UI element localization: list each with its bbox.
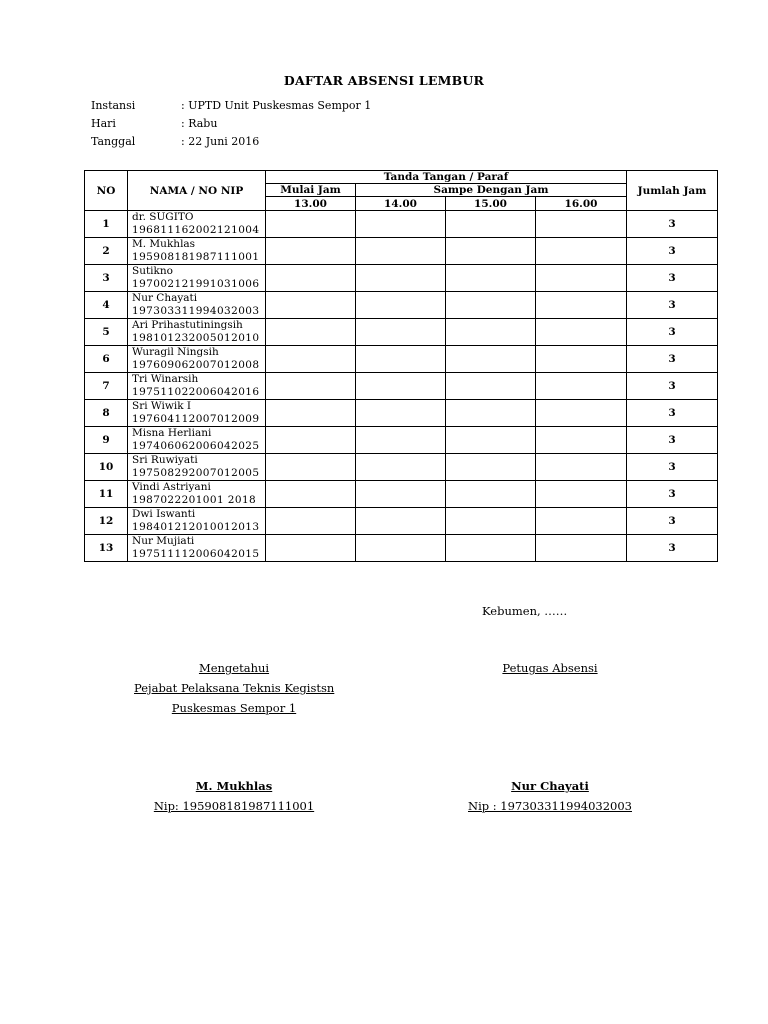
row-name: Dwi Iswanti — [132, 508, 196, 520]
row-hours: 3 — [627, 400, 718, 427]
signature-cell[interactable] — [536, 373, 627, 400]
right-sign-nip: Nip : 197303311994032003 — [468, 799, 632, 813]
table-row — [85, 238, 718, 265]
signature-cell[interactable] — [266, 481, 356, 508]
row-hours: 3 — [627, 211, 718, 238]
row-name-nip — [128, 373, 266, 400]
row-nip: 197508292007012005 — [132, 467, 260, 479]
row-name: Nur Chayati — [132, 292, 198, 304]
row-no: 10 — [85, 454, 128, 481]
signature-cell[interactable] — [446, 265, 536, 292]
row-hours: 3 — [627, 265, 718, 292]
row-nip: 197303311994032003 — [132, 305, 260, 317]
header-start: Mulai Jam — [266, 184, 356, 197]
row-hours: 3 — [627, 373, 718, 400]
signature-cell[interactable] — [536, 346, 627, 373]
signature-cell[interactable] — [446, 481, 536, 508]
signature-cell[interactable] — [266, 508, 356, 535]
row-nip: 197609062007012008 — [132, 359, 260, 371]
signature-cell[interactable] — [266, 427, 356, 454]
info-value: : Rabu — [181, 117, 218, 130]
row-name-nip — [128, 265, 266, 292]
row-nip: 198401212010012013 — [132, 521, 260, 533]
signature-cell[interactable] — [356, 319, 446, 346]
signature-cell[interactable] — [446, 211, 536, 238]
row-name-nip — [128, 238, 266, 265]
signature-cell[interactable] — [536, 535, 627, 562]
row-nip: 197002121991031006 — [132, 278, 260, 290]
row-hours: 3 — [627, 238, 718, 265]
attendance-table — [84, 170, 718, 562]
row-no: 5 — [85, 319, 128, 346]
row-name: Sutikno — [132, 265, 173, 277]
row-name: M. Mukhlas — [132, 238, 196, 250]
row-hours: 3 — [627, 454, 718, 481]
row-nip: 196811162002121004 — [132, 224, 260, 236]
signature-cell[interactable] — [446, 292, 536, 319]
row-hours: 3 — [627, 508, 718, 535]
signature-cell[interactable] — [356, 454, 446, 481]
place-date: Kebumen, …… — [482, 604, 568, 618]
signature-cell[interactable] — [536, 319, 627, 346]
signature-cell[interactable] — [446, 535, 536, 562]
signature-cell[interactable] — [446, 373, 536, 400]
row-name: Nur Mujiati — [132, 535, 195, 547]
signature-cell[interactable] — [266, 346, 356, 373]
info-value: : 22 Juni 2016 — [181, 135, 260, 148]
signature-cell[interactable] — [446, 319, 536, 346]
signature-cell[interactable] — [356, 481, 446, 508]
signature-cell[interactable] — [536, 427, 627, 454]
row-name-nip — [128, 346, 266, 373]
row-no: 3 — [85, 265, 128, 292]
row-name-nip — [128, 427, 266, 454]
table-row — [85, 535, 718, 562]
table-row — [85, 346, 718, 373]
signature-cell[interactable] — [356, 400, 446, 427]
row-name: Vindi Astriyani — [132, 481, 211, 493]
document-title: DAFTAR ABSENSI LEMBUR — [283, 73, 485, 88]
header-time: 14.00 — [356, 197, 446, 211]
signature-cell[interactable] — [266, 535, 356, 562]
info-label: Instansi — [91, 99, 136, 112]
signature-cell[interactable] — [536, 481, 627, 508]
row-no: 2 — [85, 238, 128, 265]
table-row — [85, 373, 718, 400]
table-row — [85, 292, 718, 319]
left-sign-nip: Nip: 195908181987111001 — [153, 799, 315, 813]
table-row — [85, 319, 718, 346]
row-no: 8 — [85, 400, 128, 427]
signature-cell[interactable] — [356, 427, 446, 454]
signature-cell[interactable] — [356, 238, 446, 265]
signature-cell[interactable] — [446, 427, 536, 454]
signature-cell[interactable] — [266, 211, 356, 238]
row-name-nip — [128, 400, 266, 427]
row-no: 11 — [85, 481, 128, 508]
row-name: dr. SUGITO — [132, 211, 194, 223]
header-signature: Tanda Tangan / Paraf — [266, 171, 627, 184]
row-hours: 3 — [627, 427, 718, 454]
row-no: 6 — [85, 346, 128, 373]
row-nip: 198101232005012010 — [132, 332, 260, 344]
signature-cell[interactable] — [446, 454, 536, 481]
row-nip: 197604112007012009 — [132, 413, 260, 425]
row-name: Tri Winarsih — [132, 373, 199, 385]
header-name-nip: NAMA / NO NIP — [128, 171, 266, 211]
header-time: 15.00 — [446, 197, 536, 211]
signature-cell[interactable] — [356, 292, 446, 319]
signature-cell[interactable] — [536, 238, 627, 265]
signature-cell[interactable] — [266, 400, 356, 427]
signature-cell[interactable] — [536, 400, 627, 427]
signature-cell[interactable] — [536, 265, 627, 292]
row-nip: 197406062006042025 — [132, 440, 260, 452]
signature-cell[interactable] — [446, 508, 536, 535]
row-name: Misna Herliani — [132, 427, 212, 439]
row-no: 13 — [85, 535, 128, 562]
signature-cell[interactable] — [536, 508, 627, 535]
signature-cell[interactable] — [446, 400, 536, 427]
row-name-nip — [128, 508, 266, 535]
row-name: Ari Prihastutiningsih — [132, 319, 243, 331]
row-nip: 1987022201001 2018 — [132, 494, 257, 506]
left-sign-name: M. Mukhlas — [195, 779, 273, 793]
row-nip: 197511022006042016 — [132, 386, 260, 398]
info-value: : UPTD Unit Puskesmas Sempor 1 — [181, 99, 372, 112]
signature-cell[interactable] — [536, 454, 627, 481]
row-no: 7 — [85, 373, 128, 400]
left-sign-line2: Pejabat Pelaksana Teknis Kegistsn — [134, 681, 335, 695]
row-hours: 3 — [627, 319, 718, 346]
table-row — [85, 454, 718, 481]
signature-cell[interactable] — [356, 211, 446, 238]
table-row — [85, 481, 718, 508]
header-until: Sampe Dengan Jam — [356, 184, 627, 197]
signature-cell[interactable] — [266, 319, 356, 346]
info-label: Tanggal — [91, 135, 136, 148]
signature-cell[interactable] — [266, 292, 356, 319]
row-nip: 195908181987111001 — [132, 251, 260, 263]
table-row — [85, 427, 718, 454]
info-label: Hari — [91, 117, 116, 130]
signature-cell[interactable] — [356, 373, 446, 400]
header-time: 13.00 — [266, 197, 356, 211]
row-name-nip — [128, 292, 266, 319]
row-hours: 3 — [627, 535, 718, 562]
signature-cell[interactable] — [536, 292, 627, 319]
row-hours: 3 — [627, 346, 718, 373]
signature-cell[interactable] — [446, 238, 536, 265]
row-name-nip — [128, 319, 266, 346]
signature-cell[interactable] — [536, 211, 627, 238]
signature-cell[interactable] — [266, 265, 356, 292]
row-no: 9 — [85, 427, 128, 454]
row-name: Sri Wiwik I — [132, 400, 192, 412]
table-row — [85, 265, 718, 292]
signature-cell[interactable] — [356, 265, 446, 292]
signature-cell[interactable] — [266, 373, 356, 400]
row-name-nip — [128, 454, 266, 481]
left-sign-line1: Mengetahui — [198, 661, 270, 675]
row-no: 1 — [85, 211, 128, 238]
row-name-nip — [128, 535, 266, 562]
table-row — [85, 400, 718, 427]
header-time: 16.00 — [536, 197, 627, 211]
row-hours: 3 — [627, 292, 718, 319]
signature-cell[interactable] — [356, 508, 446, 535]
right-sign-line1: Petugas Absensi — [502, 661, 598, 675]
left-sign-line3: Puskesmas Sempor 1 — [171, 701, 297, 715]
table-row — [85, 508, 718, 535]
signature-cell[interactable] — [356, 535, 446, 562]
row-name-nip — [128, 211, 266, 238]
header-no: NO — [85, 171, 128, 211]
row-name-nip — [128, 481, 266, 508]
row-name: Sri Ruwiyati — [132, 454, 198, 466]
row-no: 4 — [85, 292, 128, 319]
signature-cell[interactable] — [266, 238, 356, 265]
right-sign-name: Nur Chayati — [511, 779, 589, 793]
row-no: 12 — [85, 508, 128, 535]
signature-cell[interactable] — [446, 346, 536, 373]
row-name: Wuragil Ningsih — [132, 346, 219, 358]
signature-cell[interactable] — [356, 346, 446, 373]
table-row — [85, 211, 718, 238]
row-hours: 3 — [627, 481, 718, 508]
signature-cell[interactable] — [266, 454, 356, 481]
header-total-hours: Jumlah Jam — [627, 171, 718, 211]
row-nip: 197511112006042015 — [132, 548, 260, 560]
